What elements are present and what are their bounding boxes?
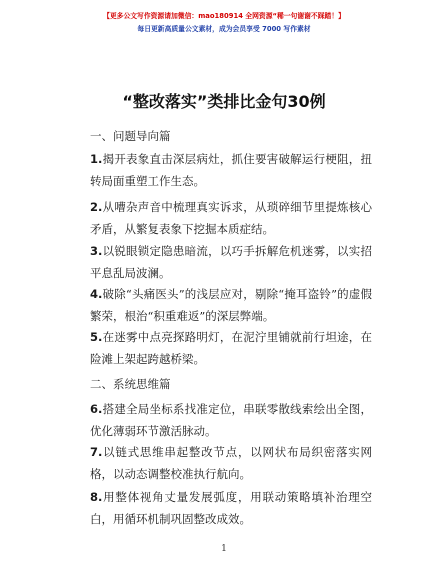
list-item-4 bbox=[90, 283, 372, 327]
list-item-2 bbox=[90, 196, 372, 240]
section-heading-2: 二、系统思维篇 bbox=[90, 377, 171, 391]
item-text: 用整体视角丈量发展弧度，用联动策略填补治理空白，用循环机制巩固整改成效。 bbox=[90, 490, 372, 526]
document-title: “整改落实”类排比金句30例 bbox=[122, 92, 326, 111]
item-text: 破除“头痛医头”的浅层应对，剔除“掩耳盗铃”的虚假繁荣，根治“积重难返”的深层弊端。 bbox=[90, 287, 372, 323]
item-number: 8. bbox=[90, 490, 103, 504]
item-number: 6. bbox=[90, 402, 103, 416]
list-item-7 bbox=[90, 441, 372, 485]
item-number: 7. bbox=[90, 445, 103, 459]
promo-banner bbox=[0, 10, 448, 36]
item-text: 从嘈杂声音中梳理真实诉求，从琐碎细节里提炼核心矛盾，从繁复表象下挖掘本质症结。 bbox=[90, 200, 372, 236]
promo-banner-line-2: 每日更新高质量公文素材，成为会员享受 7000 写作素材 bbox=[137, 25, 311, 33]
list-item-1 bbox=[90, 148, 372, 192]
item-text: 以链式思维串起整改节点，以网状布局织密落实网格，以动态调整校准执行航向。 bbox=[90, 445, 372, 481]
item-text: 揭开表象直击深层病灶，抓住要害破解运行梗阻，扭转局面重塑工作生态。 bbox=[90, 152, 372, 188]
promo-banner-line-1: 【更多公文写作资源请加微信：mao180914 全网资源“稀一句谢谢不踩踏！】 bbox=[103, 12, 345, 20]
item-number: 1. bbox=[90, 152, 103, 166]
item-number: 5. bbox=[90, 330, 103, 344]
list-item-3 bbox=[90, 240, 372, 284]
item-text: 在迷雾中点亮探路明灯，在泥泞里铺就前行坦途，在险滩上架起跨越桥梁。 bbox=[90, 330, 372, 366]
page-number: 1 bbox=[221, 544, 227, 554]
item-text: 以锐眼锁定隐患暗流，以巧手拆解危机迷雾，以实招平息乱局波澜。 bbox=[90, 244, 372, 280]
item-number: 3. bbox=[90, 244, 103, 258]
item-number: 2. bbox=[90, 200, 103, 214]
list-item-5 bbox=[90, 326, 372, 370]
list-item-6 bbox=[90, 398, 372, 442]
list-item-8 bbox=[90, 486, 372, 530]
item-text: 搭建全局坐标系找准定位，串联零散线索绘出全图，优化薄弱环节激活脉动。 bbox=[90, 402, 372, 438]
section-heading-1: 一、问题导向篇 bbox=[90, 129, 171, 143]
item-number: 4. bbox=[90, 287, 103, 301]
